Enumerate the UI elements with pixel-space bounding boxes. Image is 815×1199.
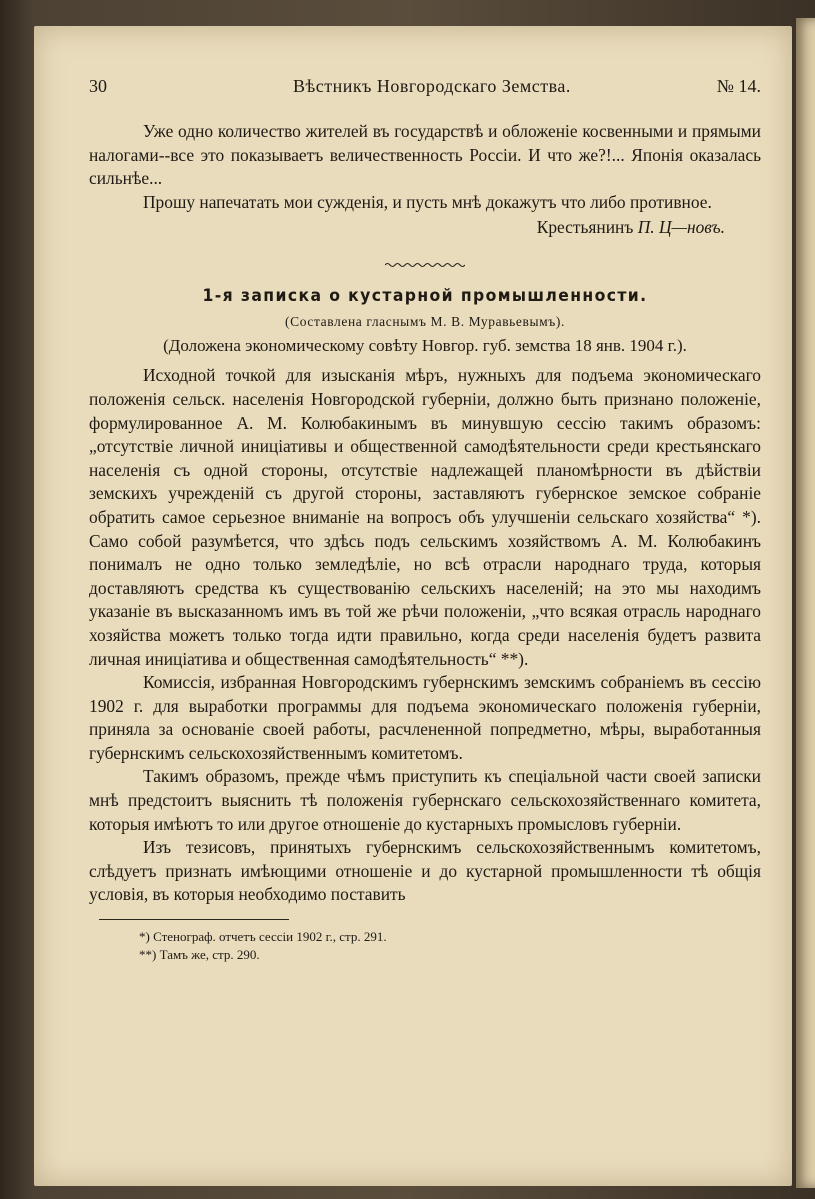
- intro-paragraph-1: Уже одно количество жителей въ государствѣ и обложеніе косвенными и прямыми налогами--все это показываетъ величественность Россіи. И что же?!... Японія оказалась сильнѣе...: [89, 121, 761, 189]
- page-content: [89, 76, 761, 964]
- footnote-rule: [99, 919, 289, 920]
- signature-prefix: Крестьянинъ: [536, 217, 634, 238]
- signature: [89, 214, 761, 240]
- signature-name: П. Ц—новъ.: [637, 217, 725, 238]
- footnote-2: **) Тамъ же, стр. 290.: [139, 947, 260, 963]
- document-page: [34, 26, 792, 1186]
- adjacent-page-edge: [796, 18, 815, 1188]
- footnote-1: *) Стенограф. отчетъ сессіи 1902 г., стр. 291.: [139, 929, 387, 945]
- article-paragraph-1: Исходной точкой для изысканія мѣръ, нужныхъ для подъема экономическаго положенія сельск. населенія Новгородской губерніи, должно быть признано положеніе, формулированное А. М. Колюбакинымъ въ минувшую сессію такимъ образомъ: „отсутствіе личной иниціативы и общественной самодѣятельности среди крестьянскаго населенія съ одной стороны, отсутствіе надлежащей планомѣрности въ дѣйствіи земскихъ учрежденій съ другой стороны, заставляютъ губернское земское собраніе обратить самое серьезное вниманіе на вопросъ объ улучшеніи сельскаго хозяйства“ *). Само собой разумѣется, что здѣсь подъ сельскимъ хозяйствомъ А. М. Колюбакинъ понималъ не одно только земледѣліе, но всѣ отрасли народнаго труда, которыя доставляютъ средства къ существованію сельскихъ населеній; на это мы находимъ указаніе въ высказанномъ имъ въ той же рѣчи положеніи, „что всякая отрасль народнаго хозяйства можетъ только тогда идти правильно, когда среди населенія будетъ развита личная иниціатива и общественная самодѣятельность“ **).: [89, 365, 761, 669]
- wavy-divider: [385, 262, 465, 268]
- issue-number: № 14.: [716, 76, 761, 96]
- article-title: 1-я записка о кустарной промышленности.: [202, 286, 648, 307]
- article-paragraph-3: Такимъ образомъ, прежде чѣмъ приступить къ спеціальной части своей записки мнѣ предстоитъ выяснить тѣ положенія губернскаго сельскохозяйственнаго комитета, которыя имѣютъ то или другое отношеніе до кустарныхъ промысловъ губерніи.: [89, 766, 761, 834]
- article-paragraph-2: Комиссія, избранная Новгородскимъ губернскимъ земскимъ собраніемъ въ сессію 1902 г. для выработки программы для подъема экономическаго положенія губерніи, приняла за основаніе своей работы, расчлененной попредметно, мѣры, выработанныя губернскимъ сельскохозяйственнымъ комитетомъ.: [89, 672, 761, 763]
- page-number: 30: [89, 76, 107, 96]
- journal-title: Вѣстникъ Новгородскаго Земства.: [292, 76, 571, 96]
- running-header: [89, 76, 761, 106]
- article-report-note: (Доложена экономическому совѣту Новгор. губ. земства 18 янв. 1904 г.).: [163, 336, 687, 356]
- intro-paragraph-2: Прошу напечатать мои сужденія, и пусть мнѣ докажутъ что либо противное.: [143, 191, 712, 212]
- article-paragraph-4: Изъ тезисовъ, принятыхъ губернскимъ сельскохозяйственнымъ комитетомъ, слѣдуетъ признать имѣющими отношеніе и до кустарной промышленности тѣ общія условія, въ которыя необходимо поставить: [89, 837, 761, 905]
- article-author: (Составлена гласнымъ М. В. Муравьевымъ).: [285, 314, 565, 330]
